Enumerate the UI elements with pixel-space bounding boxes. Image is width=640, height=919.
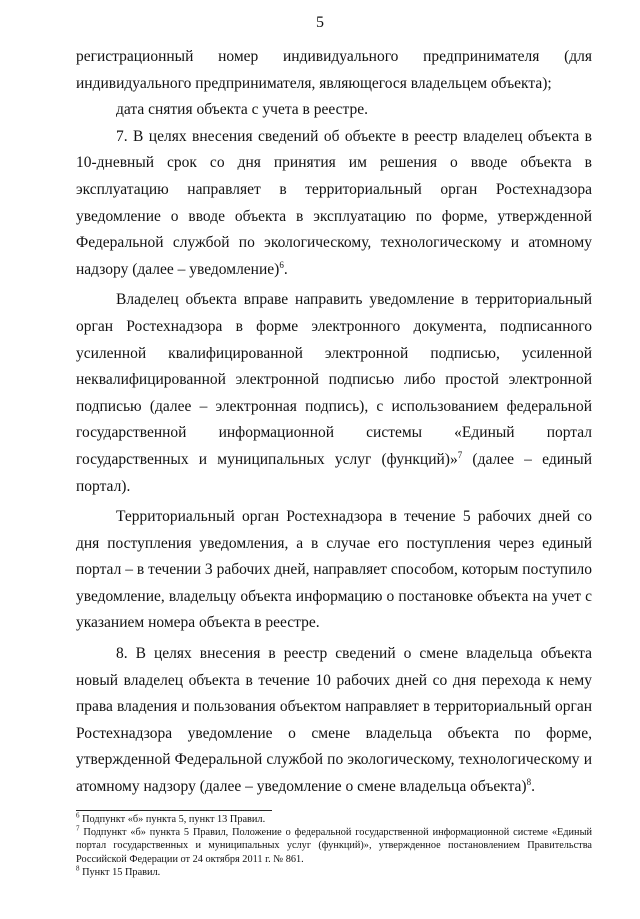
page-number: 5 xyxy=(316,14,324,31)
footnote-separator xyxy=(76,810,272,811)
footnote-ref-8: 8 xyxy=(526,776,532,787)
paragraph-owner-reg-number: регистрационный номер индивидуального предпринимателя (для индивидуального предпринимателя, являющегося владельцем объекта); xyxy=(76,48,592,92)
paragraph-item-8: 8. В целях внесения в реестр сведений о смене владельца объекта новый владелец объекта в течение 10 рабочих дней со дня перехода к нему права владения и пользования объектом направляет в территориальный орган Ростехнадзора уведомление о смене владельца объекта по форме, утвержденной Федеральной службой по экологическому, технологическому и атомному надзору (далее – уведомление о смене владельца объекта)$^8$. xyxy=(76,645,592,796)
footnote-ref-6: 6 xyxy=(279,259,284,270)
footnote-7: $^7$ Подпункт «б» пункта 5 Правил, Положение о федеральной государственной информационной системе «Единый портал государственных и муниципальных услуг (функций)», утвержденное постановлением Правительства Российской Федерации от 24 октября 2011 г. № 861. xyxy=(76,824,592,865)
paragraph-territorial-body: Территориальный орган Ростехнадзора в течение 5 рабочих дней со дня поступления уведомления, а в случае его поступления через единый портал – в течении 3 рабочих дней, направляет способом, которым поступило уведомление, владельцу объекта информацию о постановке объекта на учет с указанием номера объекта в реестре. xyxy=(76,508,592,632)
body-text xyxy=(76,44,592,801)
paragraph-removal-date: дата снятия объекта с учета в реестре. xyxy=(116,101,368,119)
paragraph-item-7: 7. В целях внесения сведений об объекте в реестр владелец объекта в 10-дневный срок со дня принятия им решения о вводе объекта в эксплуатацию направляет в территориальный орган Ростехнадзора уведомление о вводе объекта в эксплуатацию по форме, утвержденной Федеральной службой по экологическому, технологическому и атомному надзору (далее – уведомление)$^6$. xyxy=(76,127,592,278)
footnote-ref-7: 7 xyxy=(457,449,463,460)
footnotes xyxy=(76,813,592,879)
footnote-8: $^8$ Пункт 15 Правил. xyxy=(76,864,161,878)
footnote-6: $^6$ Подпункт «б» пункта 5, пункт 13 Правил. xyxy=(76,811,266,825)
paragraph-electronic-notice: Владелец объекта вправе направить уведомление в территориальный орган Ростехнадзора в форме электронного документа, подписанного усиленной квалифицированной электронной подписью, усиленной неквалифицированной электронной подписью либо простой электронной подписью (далее – электронная подпись), с использованием федеральной государственной информационной системы «Единый портал государственных и муниципальных услуг (функций)»$^7$ (далее – единый портал). xyxy=(76,291,593,495)
